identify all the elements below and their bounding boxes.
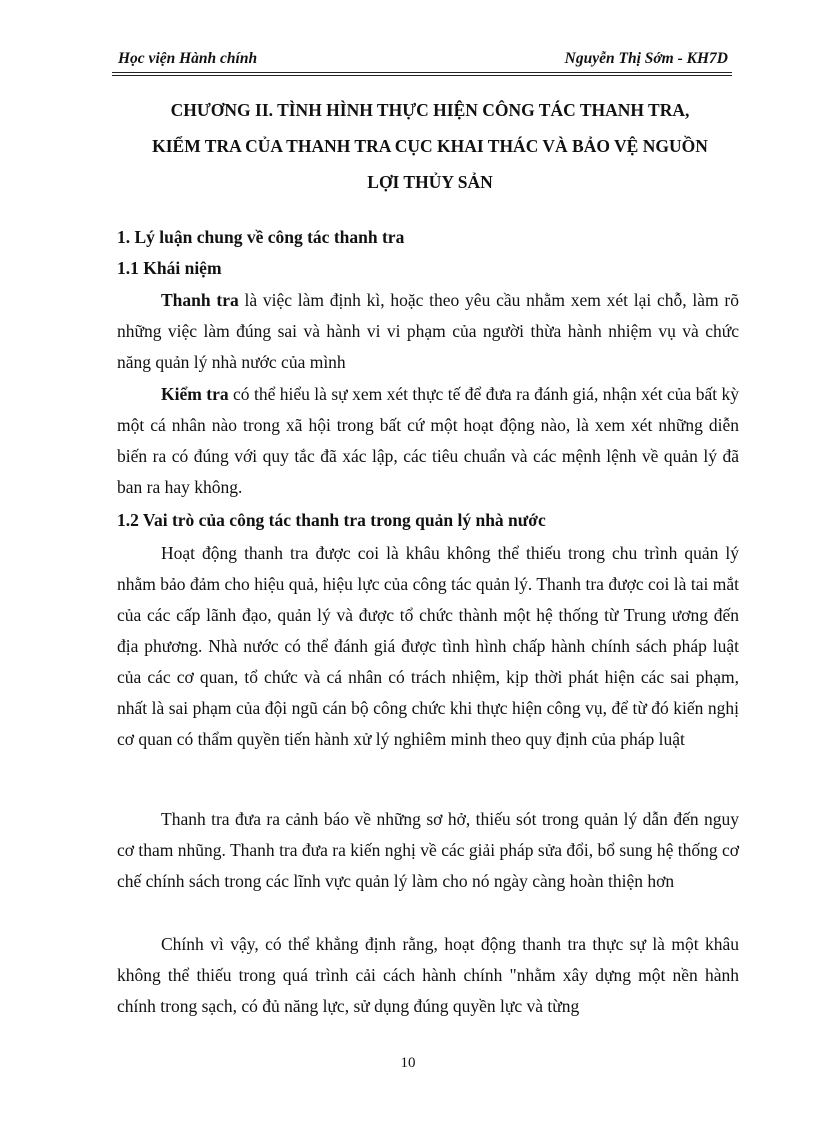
term-kiem-tra: Kiểm tra	[161, 384, 229, 404]
section-1-1-heading: 1.1 Khái niệm	[117, 258, 222, 278]
chapter-title-line-2: KIỂM TRA CỦA THANH TRA CỤC KHAI THÁC VÀ BẢO VỆ NGUỒN	[152, 136, 708, 156]
definition-thanh-tra	[117, 285, 739, 378]
chapter-title-line-1: CHƯƠNG II. TÌNH HÌNH THỰC HIỆN CÔNG TÁC THANH TRA,	[170, 100, 690, 120]
section-1-2-heading: 1.2 Vai trò của công tác thanh tra trong quản lý nhà nước	[117, 510, 546, 530]
chapter-title-line-3: LỢI THỦY SẢN	[367, 172, 493, 192]
header-institution: Học viện Hành chính	[118, 50, 258, 67]
chapter-title	[100, 92, 760, 200]
term-thanh-tra: Thanh tra	[161, 290, 239, 310]
header-author: Nguyễn Thị Sớm - KH7D	[564, 50, 728, 67]
section-1-heading: 1. Lý luận chung về công tác thanh tra	[117, 227, 405, 247]
role-paragraph-2: Thanh tra đưa ra cảnh báo về những sơ hở, thiếu sót trong quản lý dẫn đến nguy cơ tham nhũng. Thanh tra đưa ra kiến nghị về các giải pháp sửa đổi, bổ sung hệ thống cơ chế chính sách trong các lĩnh vực quản lý làm cho nó ngày càng hoàn thiện hơn	[117, 809, 739, 891]
definition-kiem-tra	[117, 379, 739, 503]
definition-kiem-tra-text: có thể hiểu là sự xem xét thực tế để đưa ra đánh giá, nhận xét của bất kỳ một cá nhân nào trong xã hội trong bất cứ một hoạt động nào, là xem xét những diễn biến ra có đúng với quy tắc đã xác lập, các tiêu chuẩn và các mệnh lệnh về quản lý đã ban ra hay không.	[117, 384, 739, 497]
definition-thanh-tra-text: là việc làm định kì, hoặc theo yêu cầu nhằm xem xét lại chỗ, làm rõ những việc làm đúng sai và hành vi vi phạm của người thừa hành nhiệm vụ và chức năng quản lý nhà nước của mình	[117, 290, 739, 372]
role-paragraph-1: Hoạt động thanh tra được coi là khâu không thể thiếu trong chu trình quản lý nhằm bảo đảm cho hiệu quả, hiệu lực của công tác quản lý. Thanh tra được coi là tai mắt của các cấp lãnh đạo, quản lý và được tổ chức thành một hệ thống từ Trung ương đến địa phương. Nhà nước có thể đánh giá được tình hình chấp hành chính sách pháp luật của các cơ quan, tổ chức và cá nhân có trách nhiệm, kịp thời phát hiện các sai phạm, nhất là sai phạm của đội ngũ cán bộ công chức khi thực hiện công vụ, để từ đó kiến nghị cơ quan có thẩm quyền tiến hành xử lý nghiêm minh theo quy định của pháp luật	[117, 543, 739, 749]
page-number: 10	[400, 1055, 416, 1071]
role-paragraph-3: Chính vì vậy, có thể khẳng định rằng, hoạt động thanh tra thực sự là một khâu không thể thiếu trong quá trình cải cách hành chính "nhằm xây dựng một nền hành chính trong sạch, có đủ năng lực, sử dụng đúng quyền lực và từng	[117, 934, 739, 1016]
page-header	[112, 44, 732, 76]
